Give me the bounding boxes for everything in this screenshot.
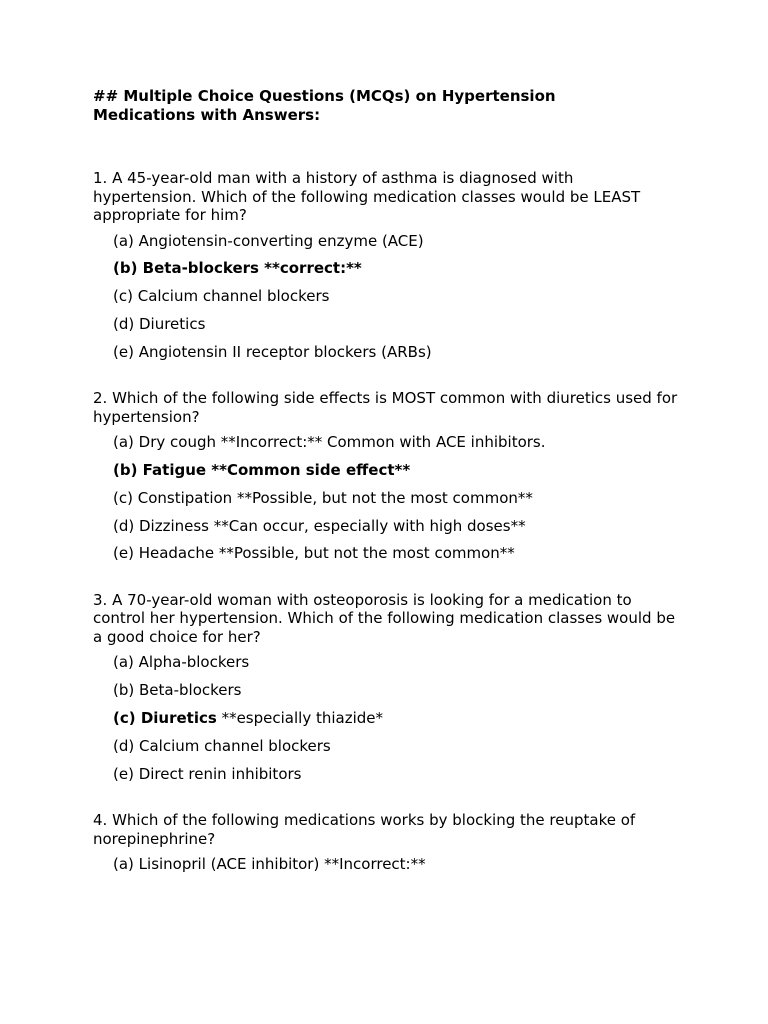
option-note: **especially thiazide* xyxy=(216,708,383,727)
option-label: (a) Lisinopril (ACE inhibitor) **Incorrect:** xyxy=(113,855,426,874)
option-label: (b) Beta-blockers **correct:** xyxy=(113,259,362,278)
answer-option-b-correct xyxy=(113,461,693,480)
question-stem: 4. Which of the following medications works by blocking the reuptake of norepinephrine? xyxy=(93,811,636,848)
option-label: (e) Headache **Possible, but not the most common** xyxy=(113,544,515,563)
answer-options xyxy=(93,232,693,362)
option-label: (a) Dry cough **Incorrect:** Common with ACE inhibitors. xyxy=(113,433,546,452)
answer-option-e xyxy=(113,544,693,563)
option-label: (e) Direct renin inhibitors xyxy=(113,764,302,783)
answer-option-a xyxy=(113,653,693,672)
answer-option-c-correct xyxy=(113,709,693,728)
answer-option-a xyxy=(113,232,693,251)
answer-option-a xyxy=(113,433,693,452)
option-label: (c) Diuretics xyxy=(113,708,217,727)
question-1 xyxy=(93,169,693,361)
option-label: (a) Alpha-blockers xyxy=(113,653,250,672)
answer-option-d xyxy=(113,517,693,536)
question-stem: 1. A 45-year-old man with a history of asthma is diagnosed with hypertension. Which of the following medication classes would be LEAST appropriate for him? xyxy=(93,169,641,224)
option-label: (c) Constipation **Possible, but not the most common** xyxy=(113,488,533,507)
option-label: (d) Diuretics xyxy=(113,314,206,333)
answer-option-d xyxy=(113,737,693,756)
answer-option-b-correct xyxy=(113,259,693,278)
option-label: (b) Beta-blockers xyxy=(113,681,242,700)
question-3 xyxy=(93,591,693,783)
document-title: ## Multiple Choice Questions (MCQs) on Hypertension Medications with Answers: xyxy=(93,87,556,124)
question-4 xyxy=(93,811,693,874)
option-label: (c) Calcium channel blockers xyxy=(113,287,330,306)
option-label: (b) Fatigue **Common side effect** xyxy=(113,460,411,479)
answer-option-b xyxy=(113,681,693,700)
option-label: (d) Calcium channel blockers xyxy=(113,736,331,755)
option-label: (d) Dizziness **Can occur, especially with high doses** xyxy=(113,516,526,535)
option-label: (a) Angiotensin-converting enzyme (ACE) xyxy=(113,231,424,250)
document-page xyxy=(93,87,693,883)
question-stem: 3. A 70-year-old woman with osteoporosis is looking for a medication to control her hypertension. Which of the following medication classes would be a good choice for her? xyxy=(93,590,676,646)
answer-option-d xyxy=(113,315,693,334)
option-label: (e) Angiotensin II receptor blockers (ARBs) xyxy=(113,342,432,361)
answer-option-e xyxy=(113,765,693,784)
question-stem: 2. Which of the following side effects is MOST common with diuretics used for hypertension? xyxy=(93,389,678,426)
answer-options xyxy=(93,653,693,783)
answer-option-e xyxy=(113,343,693,362)
answer-options xyxy=(93,433,693,563)
question-2 xyxy=(93,389,693,563)
answer-option-c xyxy=(113,287,693,306)
answer-option-a xyxy=(113,855,693,874)
answer-options xyxy=(93,855,693,874)
answer-option-c xyxy=(113,489,693,508)
